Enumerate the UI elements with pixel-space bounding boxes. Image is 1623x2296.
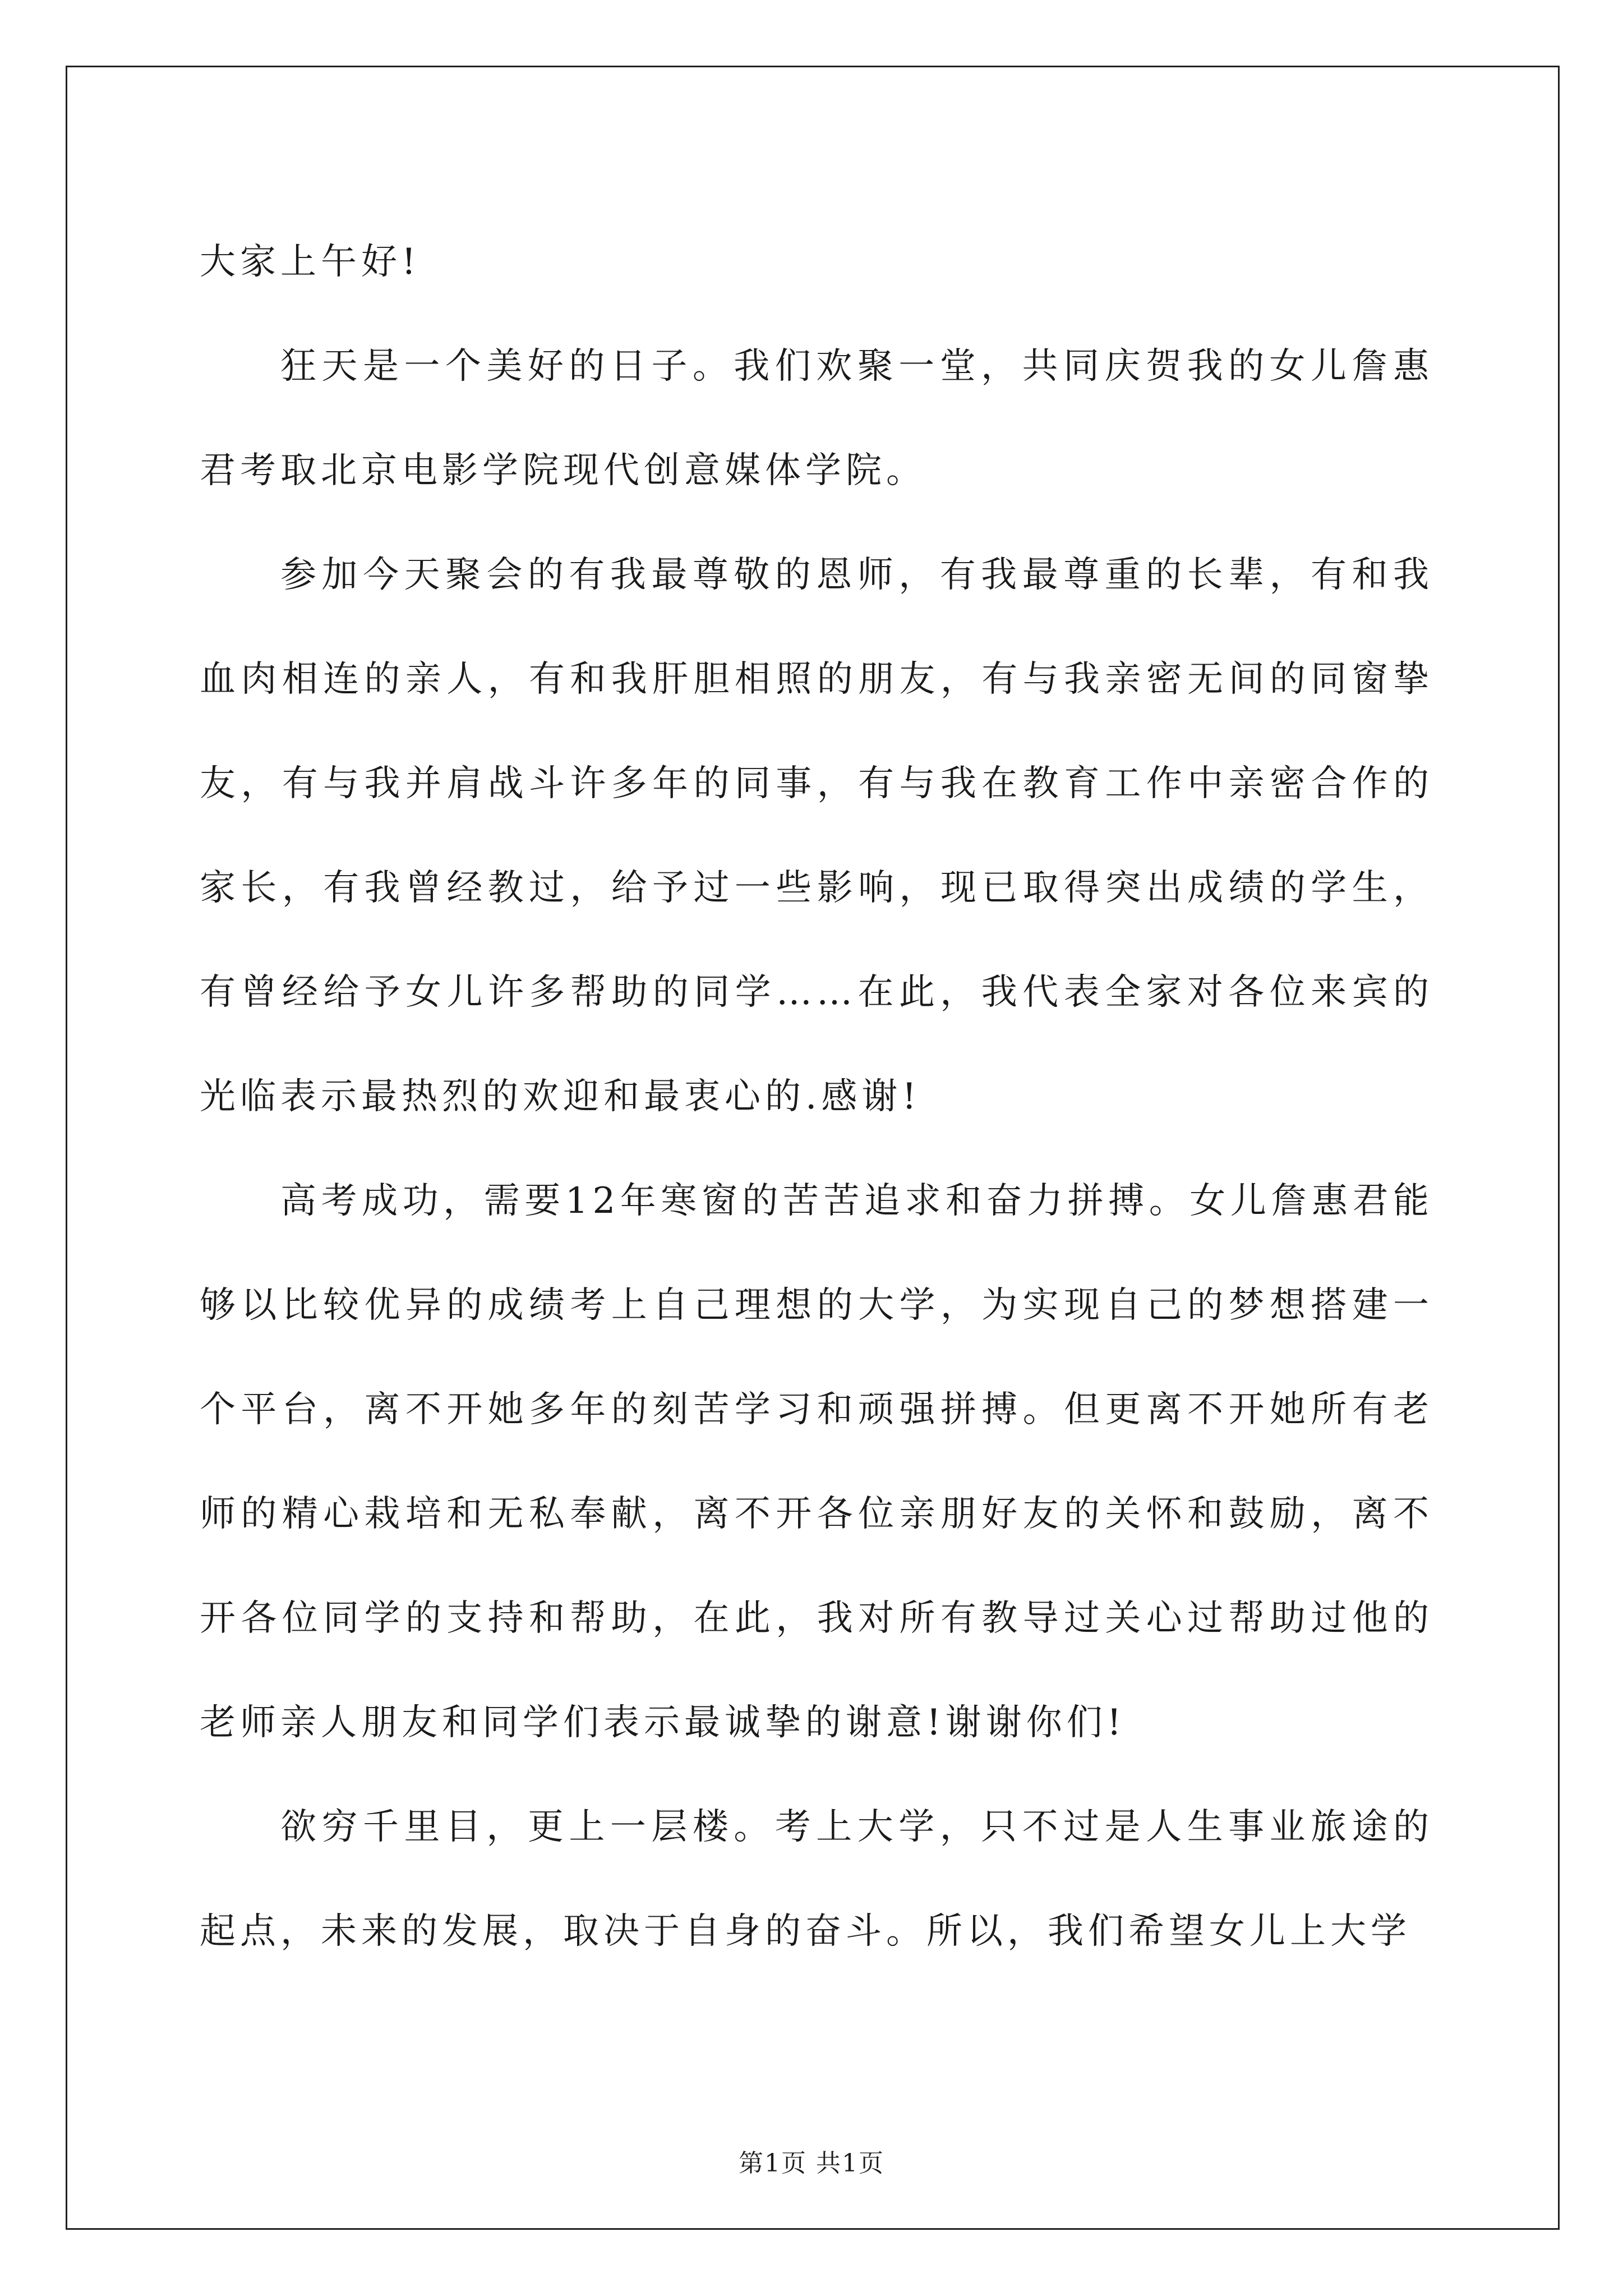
paragraph: 狂天是一个美好的日子。我们欢聚一堂，共同庆贺我的女儿詹惠君考取北京电影学院现代创意媒体学院。 [200, 346, 1433, 491]
page-number-footer: 第1页 共1页 [739, 2149, 884, 2178]
paragraph: 高考成功，需要12年寒窗的苦苦追求和奋力拼搏。女儿詹惠君能够以比较优异的成绩考上自己理想的大学，为实现自己的梦想搭建一个平台，离不开她多年的刻苦学习和顽强拼搏。但更离不开她所有老师的精心栽培和无私奉献，离不开各位亲朋好友的关怀和鼓励，离不开各位同学的支持和帮助，在此，我对所有教导过关心过帮助过他的老师亲人朋友和同学们表示最诚挚的谢意!谢谢你们! [200, 1180, 1433, 1743]
paragraph: 参加今天聚会的有我最尊敬的恩师，有我最尊重的长辈，有和我血肉相连的亲人，有和我肝胆相照的朋友，有与我亲密无间的同窗挚友，有与我并肩战斗许多年的同事，有与我在教育工作中亲密合作的家长，有我曾经教过，给予过一些影响，现已取得突出成绩的学生，有曾经给予女儿许多帮助的同学……在此，我代表全家对各位来宾的光临表示最热烈的欢迎和最衷心的.感谢! [200, 554, 1433, 1117]
paragraph-greeting: 大家上午好! [200, 241, 421, 283]
document-body [200, 210, 1433, 1984]
paragraph: 欲穷千里目，更上一层楼。考上大学，只不过是人生事业旅途的起点，未来的发展，取决于自身的奋斗。所以，我们希望女儿上大学 [200, 1806, 1433, 1952]
